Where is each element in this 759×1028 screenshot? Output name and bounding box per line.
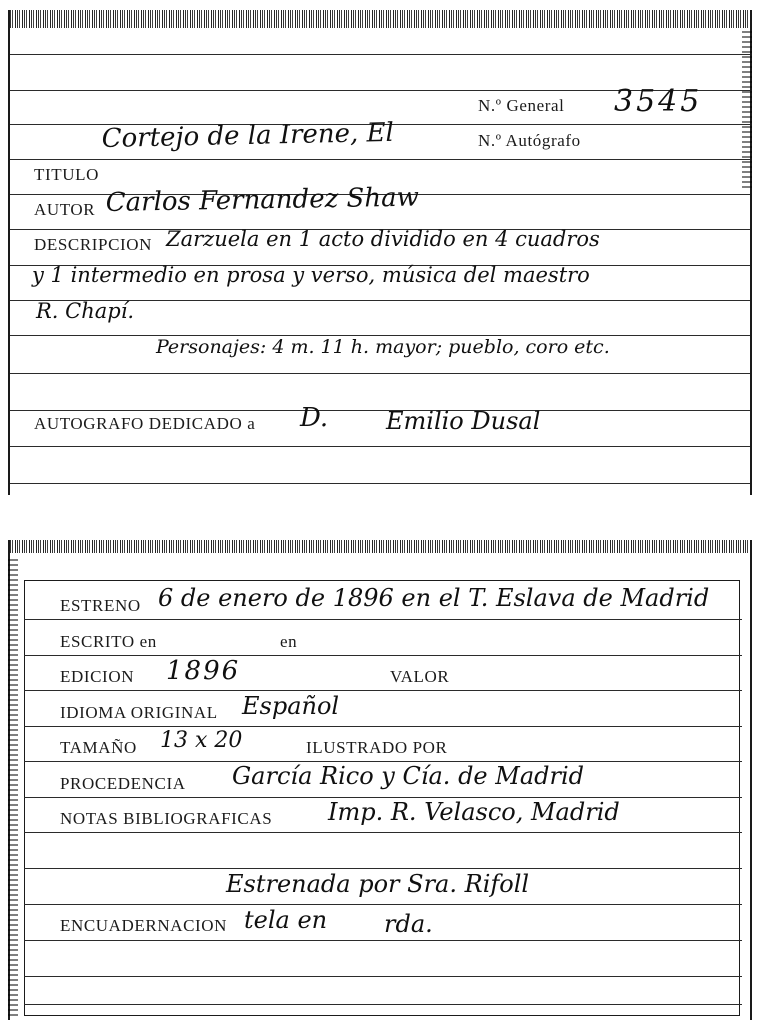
rule-line (24, 832, 742, 833)
rule-line (10, 410, 750, 411)
escrito-label: ESCRITO en (60, 632, 157, 651)
titulo-label: TITULO (34, 165, 99, 184)
autor-label: AUTOR (34, 200, 96, 219)
autografo-dedicado-label: AUTOGRAFO DEDICADO a (34, 414, 256, 433)
procedencia-value: García Rico y Cía. de Madrid (232, 762, 585, 790)
autografo-dedicado-value-2: Emilio Dusal (386, 407, 541, 435)
idioma-original-value: Español (242, 692, 340, 720)
catalog-card-top (8, 10, 752, 495)
edicion-label: EDICION (60, 667, 135, 686)
notas-bibliograficas-value: Imp. R. Velasco, Madrid (328, 798, 620, 826)
autor-value: Carlos Fernandez Shaw (105, 182, 420, 218)
numero-autografo-label: N.º Autógrafo (478, 131, 581, 150)
rule-line (24, 1004, 742, 1005)
descripcion-line-1: Zarzuela en 1 acto dividido en 4 cuadros (166, 227, 600, 251)
tamano-label: TAMAÑO (60, 738, 137, 757)
nota-extra-value: Estrenada por Sra. Rifoll (226, 870, 530, 898)
descripcion-line-4: Personajes: 4 m. 11 h. mayor; pueblo, coro etc. (156, 336, 610, 358)
valor-label: VALOR (390, 667, 450, 686)
autografo-dedicado-value: D. (300, 403, 329, 433)
rule-line (10, 373, 750, 374)
card-bottom-ruled-area (10, 556, 750, 1020)
estreno-label: ESTRENO (60, 596, 141, 615)
estreno-value: 6 de enero de 1896 en el T. Eslava de Madrid (158, 584, 710, 612)
rule-line (24, 619, 742, 620)
notas-bibliograficas-label: NOTAS BIBLIOGRAFICAS (60, 809, 273, 828)
rule-line (10, 54, 750, 55)
rule-line (24, 690, 742, 691)
descripcion-line-2: y 1 intermedio en prosa y verso, música del maestro (32, 263, 590, 287)
rule-line (10, 446, 750, 447)
card-top-ruled-area (10, 28, 750, 495)
tamano-value: 13 x 20 (160, 728, 243, 753)
encuadernacion-value: tela en (244, 906, 328, 934)
rule-line (24, 726, 742, 727)
titulo-value: Cortejo de la Irene, El (101, 117, 395, 154)
rule-line (10, 159, 750, 160)
catalog-card-bottom (8, 540, 752, 1020)
rule-line (24, 976, 742, 977)
descripcion-label: DESCRIPCION (34, 235, 153, 254)
rule-line (24, 904, 742, 905)
rule-line (24, 868, 742, 869)
escrito-en-label: en (280, 632, 298, 651)
scan-noise-top-edge (10, 540, 750, 553)
idioma-original-label: IDIOMA ORIGINAL (60, 703, 218, 722)
scan-noise-top-edge (10, 10, 750, 28)
encuadernacion-value-2: rda. (384, 910, 433, 938)
encuadernacion-label: ENCUADERNACION (60, 916, 228, 935)
rule-line (10, 483, 750, 484)
numero-general-label: N.º General (478, 96, 565, 115)
procedencia-label: PROCEDENCIA (60, 774, 186, 793)
rule-line (24, 940, 742, 941)
ilustrado-por-label: ILUSTRADO POR (306, 738, 448, 757)
edicion-value: 1896 (166, 656, 241, 686)
numero-general-value: 3545 (614, 84, 703, 119)
rule-line (24, 655, 742, 656)
descripcion-line-3: R. Chapí. (36, 299, 135, 323)
